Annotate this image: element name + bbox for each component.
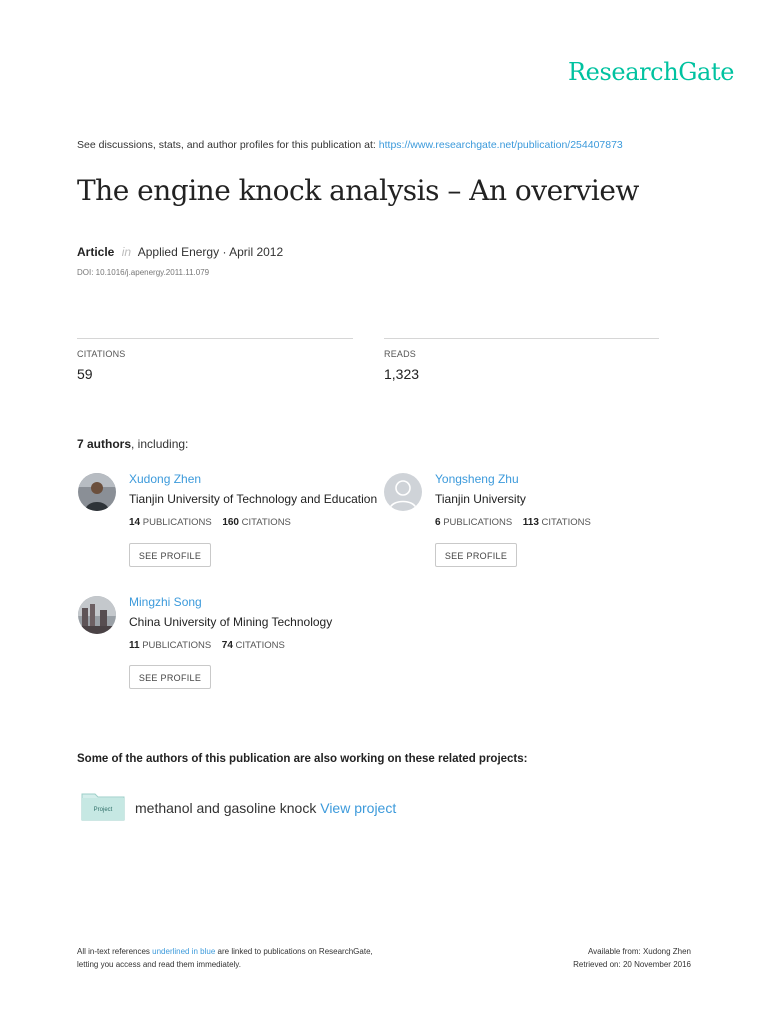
project-item	[135, 800, 396, 816]
citations-label: CITATIONS	[541, 517, 591, 528]
author-institution: China University of Mining Technology	[129, 615, 333, 629]
reads-value: 1,323	[384, 366, 420, 382]
journal-date: Applied Energy · April 2012	[137, 245, 284, 259]
available-from: Available from: Xudong Zhen	[587, 947, 691, 956]
author-stats	[435, 517, 591, 528]
project-folder-label: Project	[93, 807, 113, 813]
author-name-mingzhi-song[interactable]: Mingzhi Song	[129, 595, 202, 609]
publications-count: 14	[129, 517, 141, 528]
footer-note	[77, 945, 373, 971]
author-name-xudong-zhen[interactable]: Xudong Zhen	[129, 472, 202, 486]
authors-suffix: , including:	[131, 437, 189, 451]
discussion-text: See discussions, stats, and author profiles for this publication at:	[77, 139, 376, 151]
author-photo-icon	[78, 596, 116, 634]
publications-count: 11	[129, 640, 140, 651]
citations-label: CITATIONS	[241, 517, 291, 528]
citations-count: 160	[222, 517, 239, 528]
project-folder-icon	[81, 791, 125, 821]
article-meta	[77, 245, 283, 259]
default-user-icon	[384, 473, 422, 511]
footer-availability	[573, 945, 691, 971]
author-institution: Tianjin University of Technology and Education	[129, 492, 378, 506]
author-stats	[129, 640, 285, 651]
avatar-yongsheng-zhu[interactable]	[384, 473, 422, 511]
citations-label: CITATIONS	[77, 349, 126, 359]
publications-count: 6	[435, 517, 441, 528]
citations-divider	[77, 338, 353, 339]
publications-label: PUBLICATIONS	[142, 640, 212, 651]
citations-value: 59	[77, 366, 93, 382]
related-projects-heading: Some of the authors of this publication are also working on these related projects:	[77, 753, 528, 765]
footer-text-3: letting you access and read them immediately.	[77, 960, 241, 969]
publications-label: PUBLICATIONS	[443, 517, 513, 528]
page-title: The engine knock analysis – An overview	[77, 174, 639, 207]
see-profile-button[interactable]: SEE PROFILE	[435, 543, 517, 567]
reads-label: READS	[384, 349, 417, 359]
see-profile-button[interactable]: SEE PROFILE	[129, 665, 211, 689]
researchgate-logo[interactable]: ResearchGate	[568, 58, 735, 86]
reads-divider	[384, 338, 659, 339]
project-name: methanol and gasoline knock	[135, 800, 317, 816]
author-institution: Tianjin University	[435, 492, 526, 506]
footer-text-2: are linked to publications on ResearchGate,	[215, 947, 373, 956]
doi-text: DOI: 10.1016/j.apenergy.2011.11.079	[77, 268, 210, 277]
author-name-yongsheng-zhu[interactable]: Yongsheng Zhu	[435, 472, 519, 486]
citations-label: CITATIONS	[235, 640, 285, 651]
citations-count: 113	[522, 517, 539, 528]
publication-url-link[interactable]: https://www.researchgate.net/publication/254407873	[378, 139, 623, 151]
view-project-link[interactable]: View project	[320, 800, 397, 816]
avatar-xudong-zhen[interactable]	[78, 473, 116, 511]
in-word: in	[121, 245, 132, 259]
see-profile-button[interactable]: SEE PROFILE	[129, 543, 211, 567]
underlined-blue-text: underlined in blue	[152, 947, 216, 956]
footer-text-1: All in-text references	[77, 947, 153, 956]
retrieved-on: Retrieved on: 20 November 2016	[573, 960, 691, 969]
discussion-line	[77, 139, 623, 151]
avatar-mingzhi-song[interactable]	[78, 596, 116, 634]
article-type: Article	[77, 245, 115, 259]
authors-heading	[77, 437, 188, 451]
citations-count: 74	[221, 640, 233, 651]
author-stats	[129, 517, 291, 528]
publications-label: PUBLICATIONS	[142, 517, 212, 528]
authors-count: 7 authors	[77, 437, 132, 451]
author-photo-icon	[78, 473, 116, 511]
